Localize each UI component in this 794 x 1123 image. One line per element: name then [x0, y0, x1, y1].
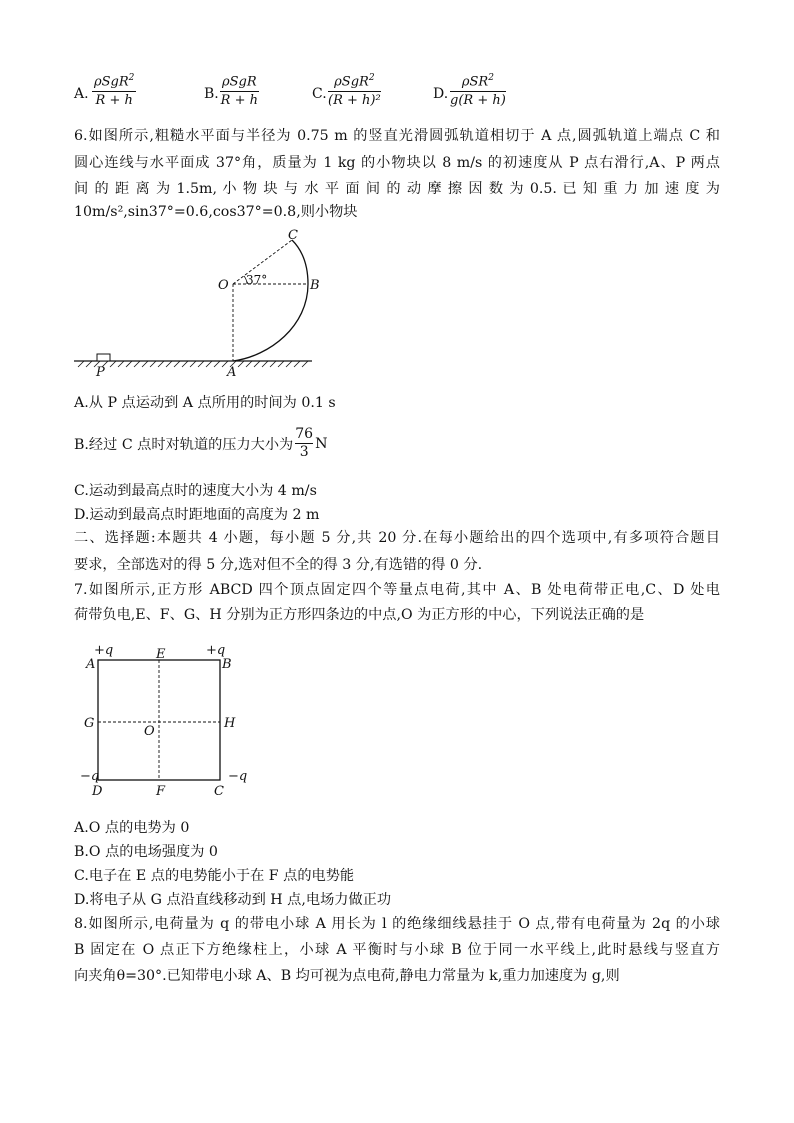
arc-track: [233, 240, 308, 361]
charge-d: −q: [80, 769, 100, 784]
label-b: B: [222, 657, 232, 672]
option-b-denominator: R + h: [220, 93, 258, 109]
q6-figure: [70, 226, 320, 388]
q6-option-b: [74, 426, 328, 461]
label-a: A: [227, 365, 237, 380]
option-d-denominator: g(R + h): [450, 93, 506, 109]
q6-stem-line-3: 间 的 距 离 为 1.5m, 小 物 块 与 水 平 面 间 的 动 摩 擦 因 数 为 0.5. 已 知 重 力 加 速 度 为: [74, 181, 720, 197]
q6-stem-line-4: 10m/s²,sin37°=0.6,cos37°=0.8,则小物块: [74, 204, 358, 220]
q6-option-d: D.运动到最高点时距地面的高度为 2 m: [74, 507, 320, 523]
option-b-numerator: ρSgR: [222, 74, 257, 90]
label-d: D: [92, 784, 103, 799]
label-c: C: [288, 228, 298, 243]
option-d-label: D.: [433, 86, 449, 102]
q7-option-a: A.O 点的电势为 0: [74, 820, 190, 836]
q6-stem-line-1: 6.如图所示,粗糙水平面与半径为 0.75 m 的竖直光滑圆弧轨道相切于 A 点,圆弧轨道上端点 C 和: [74, 128, 720, 144]
q7-stem-line-2: 荷带负电,E、F、G、H 分别为正方形四条边的中点,O 为正方形的中心，下列说法正确的是: [74, 607, 645, 623]
q8-stem-line-1: 8.如图所示,电荷量为 q 的带电小球 A 用长为 l 的绝缘细线悬挂于 O 点,带有电荷量为 2q 的小球: [74, 916, 720, 932]
ground-hatch: [78, 361, 308, 367]
q6-option-b-unit: N: [315, 435, 328, 452]
label-o: O: [144, 724, 155, 739]
label-angle: 37°: [246, 273, 268, 287]
label-b: B: [310, 278, 320, 293]
label-f: F: [156, 784, 166, 799]
charge-b: +q: [206, 643, 226, 658]
label-g: G: [84, 716, 95, 731]
label-o: O: [218, 278, 229, 293]
q8-stem-line-3: 向夹角θ=30°.已知带电小球 A、B 均可视为点电荷,静电力常量为 k,重力加速度为 g,则: [74, 968, 620, 984]
option-c-denominator: (R + h)²: [328, 93, 381, 109]
label-a: A: [86, 657, 96, 672]
q6-option-b-num: 76: [295, 426, 314, 442]
q8-stem-line-2: B 固定在 O 点正下方绝缘柱上，小球 A 平衡时与小球 B 位于同一水平线上,此时悬线与竖直方: [74, 942, 720, 958]
q6-option-b-text: B.经过 C 点时对轨道的压力大小为: [74, 436, 294, 453]
option-d-fraction: [450, 70, 506, 109]
label-h: H: [224, 716, 236, 731]
label-e: E: [156, 647, 166, 662]
option-a-num-sup: 2: [128, 73, 135, 83]
q6-option-c: C.运动到最高点时的速度大小为 4 m/s: [74, 483, 317, 499]
block-p: [97, 354, 110, 361]
option-a-numerator: ρSgR: [94, 74, 129, 90]
q6-option-a: A.从 P 点运动到 A 点所用的时间为 0.1 s: [74, 395, 336, 411]
q6-stem-line-2: 圆心连线与水平面成 37°角，质量为 1 kg 的小物块以 8 m/s 的初速度从 P 点右滑行,A、P 两点: [74, 155, 720, 171]
label-p: P: [96, 365, 105, 380]
section-2-line-2: 要求，全部选对的得 5 分,选对但不全的得 3 分,有选错的得 0 分.: [74, 557, 483, 573]
charge-a: +q: [94, 643, 114, 658]
label-c: C: [214, 784, 224, 799]
q6-option-b-den: 3: [299, 444, 309, 460]
option-b-label: B.: [204, 86, 219, 102]
option-d-numerator: ρSR: [461, 74, 489, 90]
option-c-label: C.: [312, 86, 327, 102]
q7-stem-line-1: 7.如图所示,正方形 ABCD 四个顶点固定四个等量点电荷,其中 A、B 处电荷带正电,C、D 处电: [74, 582, 720, 598]
q7-option-d: D.将电子从 G 点沿直线移动到 H 点,电场力做正功: [74, 892, 392, 908]
option-d-num-sup: 2: [488, 73, 494, 83]
option-a-denominator: R + h: [95, 93, 133, 109]
option-a-label: A.: [74, 86, 89, 102]
option-c-num-sup: 2: [368, 73, 375, 83]
q7-option-b: B.O 点的电场强度为 0: [74, 844, 218, 860]
option-c-numerator: ρSgR: [334, 74, 369, 90]
q7-figure: [96, 658, 226, 784]
option-c-fraction: [328, 70, 381, 109]
q6-option-b-fraction: [295, 426, 313, 461]
section-2-line-1: 二、选择题:本题共 4 小题，每小题 5 分,共 20 分.在每小题给出的四个选项中,有多项符合题目: [74, 530, 720, 546]
charge-c: −q: [228, 769, 248, 784]
q7-option-c: C.电子在 E 点的电势能小于在 F 点的电势能: [74, 868, 355, 884]
option-a-fraction: [92, 70, 136, 109]
option-b-fraction: [220, 70, 259, 109]
